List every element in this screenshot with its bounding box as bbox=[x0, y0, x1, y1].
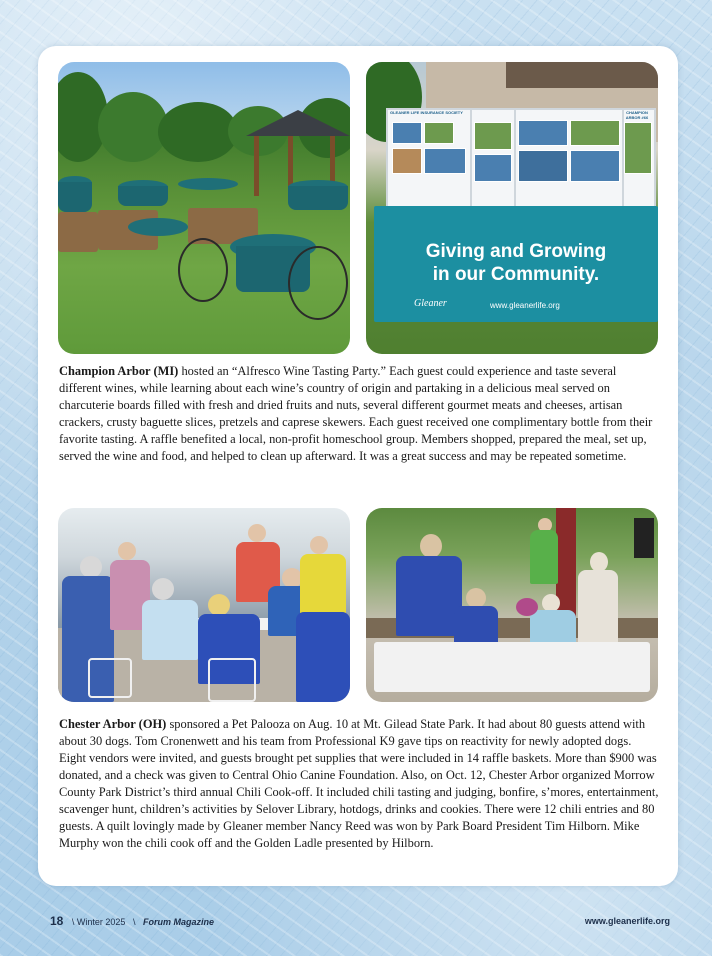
banner-brand-logo: Gleaner bbox=[414, 298, 447, 309]
community-banner bbox=[374, 206, 658, 322]
story-lead-champion: Champion Arbor (MI) bbox=[59, 364, 179, 378]
footer-separator: \ bbox=[71, 917, 75, 927]
story-body-chester: sponsored a Pet Palooza on Aug. 10 at Mt. Gilead State Park. It had about 80 guests attend with about 30 dogs. Tom Cronenwett and his team from Professional K9 gave tips on reactivity for newly adopted dogs. Eight vendors were invited, and guests brought pet supplies that were included in 14 raffle baskets. More than $900 was donated, and a check was given to Central Ohio Canine Foundation. Also, on Oct. 12, Chester Arbor organized Morrow County Park District’s third annual Chili Cook-off. It included chili tasting and judging, bonfire, s’mores, entertainment, scavenger hunt, children’s activities by Selover Library, hotdogs, drinks and cookies. There were 12 chili entries and 80 guests. A quilt lovingly made by Gleaner member Nancy Reed was won by Park Board President Tim Hilborn. Mike Murphy won the chili cook off and the Golden Ladle presented by Hilborn. bbox=[59, 717, 659, 850]
footer-site-link[interactable]: www.gleanerlife.org bbox=[584, 916, 670, 926]
page-number: 18 bbox=[50, 914, 64, 928]
magazine-title: Forum Magazine bbox=[142, 917, 214, 927]
gazebo-roof bbox=[246, 110, 350, 136]
story-lead-chester: Chester Arbor (OH) bbox=[59, 717, 167, 731]
issue-label: Winter 2025 bbox=[76, 917, 126, 927]
banner-site: www.gleanerlife.org bbox=[490, 301, 560, 310]
photo-gleaner-community-booth bbox=[366, 62, 658, 354]
board-title: GLEANER LIFE INSURANCE SOCIETY bbox=[390, 110, 463, 115]
page-footer bbox=[50, 914, 670, 930]
banner-line-1: Giving and Growing bbox=[425, 241, 607, 262]
story-chester-arbor bbox=[59, 716, 659, 852]
photo-chili-cookoff-table bbox=[366, 508, 658, 702]
story-champion-arbor bbox=[59, 363, 659, 465]
board-right-title: CHAMPION ARBOR #66 bbox=[625, 110, 649, 120]
footer-separator-2: \ bbox=[132, 917, 136, 927]
story-body-champion: hosted an “Alfresco Wine Tasting Party.” Each guest could experience and taste several different wines, while learning about each wine’s country of origin and partaking in a delicious meal served on charcuterie boards filled with fresh and dried fruits and nuts, several different gourmet meats and cheeses, artisan crackers, crusty baguette slices, pretzels and caprese skewers. Each guest received one complimentary bottle from their favorite tasting. A raffle benefited a local, non-profit homeschool group. Members shopped, prepared the meal, set up, served the wine and food, and helped to clean up afterward. It was a great success and may be repeated sometime. bbox=[59, 364, 653, 463]
banner-line-2: in our Community. bbox=[432, 264, 600, 285]
photo-outdoor-wine-tasting bbox=[58, 62, 350, 354]
content-card bbox=[38, 46, 678, 886]
photo-group-at-tables bbox=[58, 508, 350, 702]
